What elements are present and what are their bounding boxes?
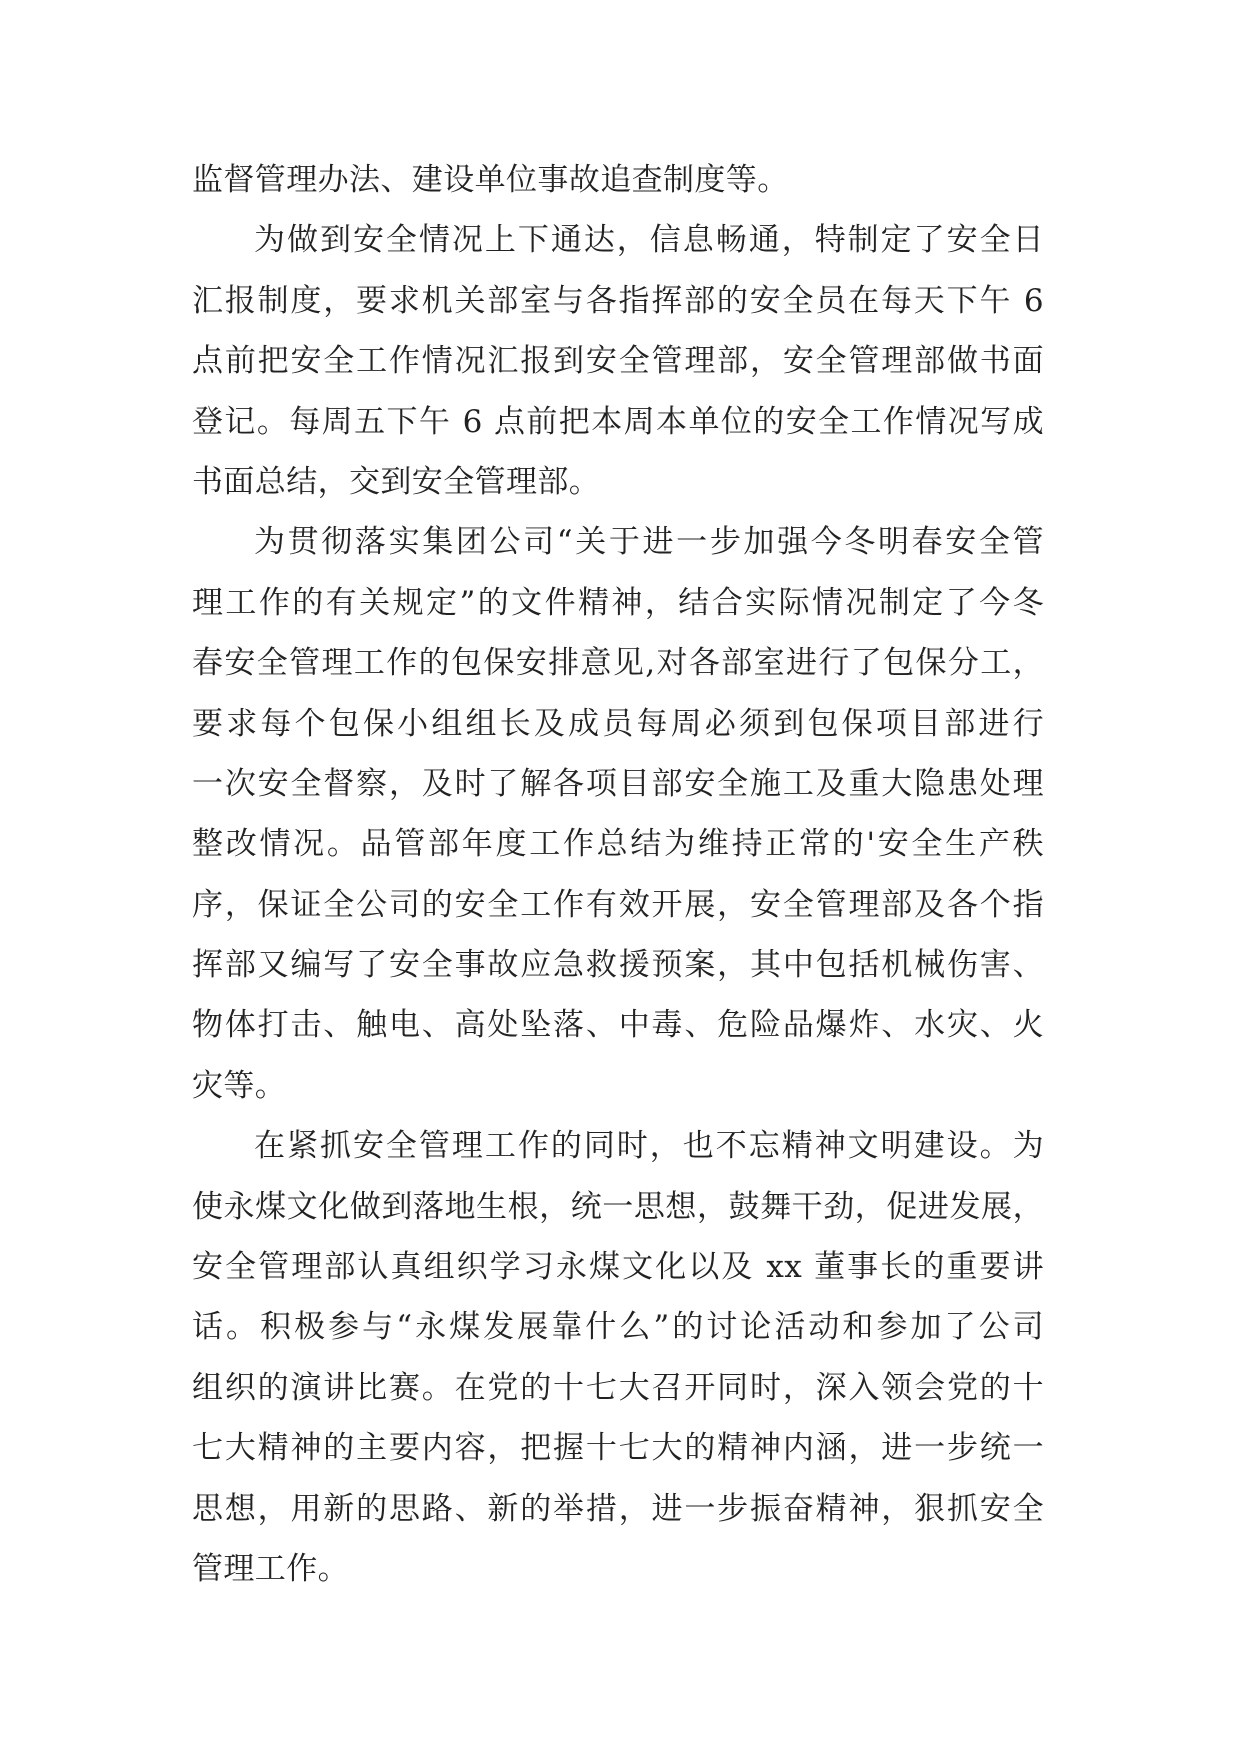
text-line: 汇报制度，要求机关部室与各指挥部的安全员在每天下午 6 — [192, 282, 1044, 319]
text-line: 使永煤文化做到落地生根，统一思想，鼓舞干劲，促进发展， — [192, 1188, 1044, 1225]
body-text — [192, 150, 1052, 1599]
text-line: 书面总结，交到安全管理部。 — [192, 463, 601, 500]
text-line: 七大精神的主要内容，把握十七大的精神内涵，进一步统一 — [192, 1430, 1044, 1467]
text-line: 要求每个包保小组组长及成员每周必须到包保项目部进行 — [192, 705, 1044, 742]
text-line: 春安全管理工作的包保安排意见,对各部室进行了包保分工， — [192, 645, 1044, 682]
text-line: 序，保证全公司的安全工作有效开展，安全管理部及各个指 — [192, 886, 1044, 923]
text-line: 组织的演讲比赛。在党的十七大召开同时，深入领会党的十 — [192, 1369, 1044, 1406]
text-line: 理工作的有关规定”的文件精神，结合实际情况制定了今冬 — [192, 584, 1044, 621]
text-line: 整改情况。品管部年度工作总结为维持正常的'安全生产秩 — [192, 826, 1044, 863]
text-line: 物体打击、触电、高处坠落、中毒、危险品爆炸、水灾、火 — [192, 1007, 1044, 1044]
text-line: 登记。每周五下午 6 点前把本周本单位的安全工作情况写成 — [192, 403, 1044, 440]
paragraph-first-line: 为做到安全情况上下通达，信息畅通，特制定了安全日 — [254, 222, 1044, 259]
text-line: 灾等。 — [192, 1067, 287, 1104]
text-line: 思想，用新的思路、新的举措，进一步振奋精神，狠抓安全 — [192, 1490, 1044, 1527]
paragraph-first-line: 在紧抓安全管理工作的同时，也不忘精神文明建设。为 — [254, 1128, 1044, 1165]
paragraph-first-line: 为贯彻落实集团公司“关于进一步加强今冬明春安全管 — [254, 524, 1044, 561]
text-line: 安全管理部认真组织学习永煤文化以及 xx 董事长的重要讲 — [192, 1249, 1044, 1286]
text-line: 点前把安全工作情况汇报到安全管理部，安全管理部做书面 — [192, 343, 1044, 380]
text-line: 挥部又编写了安全事故应急救援预案，其中包括机械伤害、 — [192, 947, 1044, 984]
text-line: 监督管理办法、建设单位事故追查制度等。 — [192, 162, 789, 198]
text-line: 话。积极参与“永煤发展靠什么”的讨论活动和参加了公司 — [192, 1309, 1044, 1346]
text-line: 管理工作。 — [192, 1550, 349, 1587]
text-line: 一次安全督察，及时了解各项目部安全施工及重大隐患处理 — [192, 765, 1044, 802]
